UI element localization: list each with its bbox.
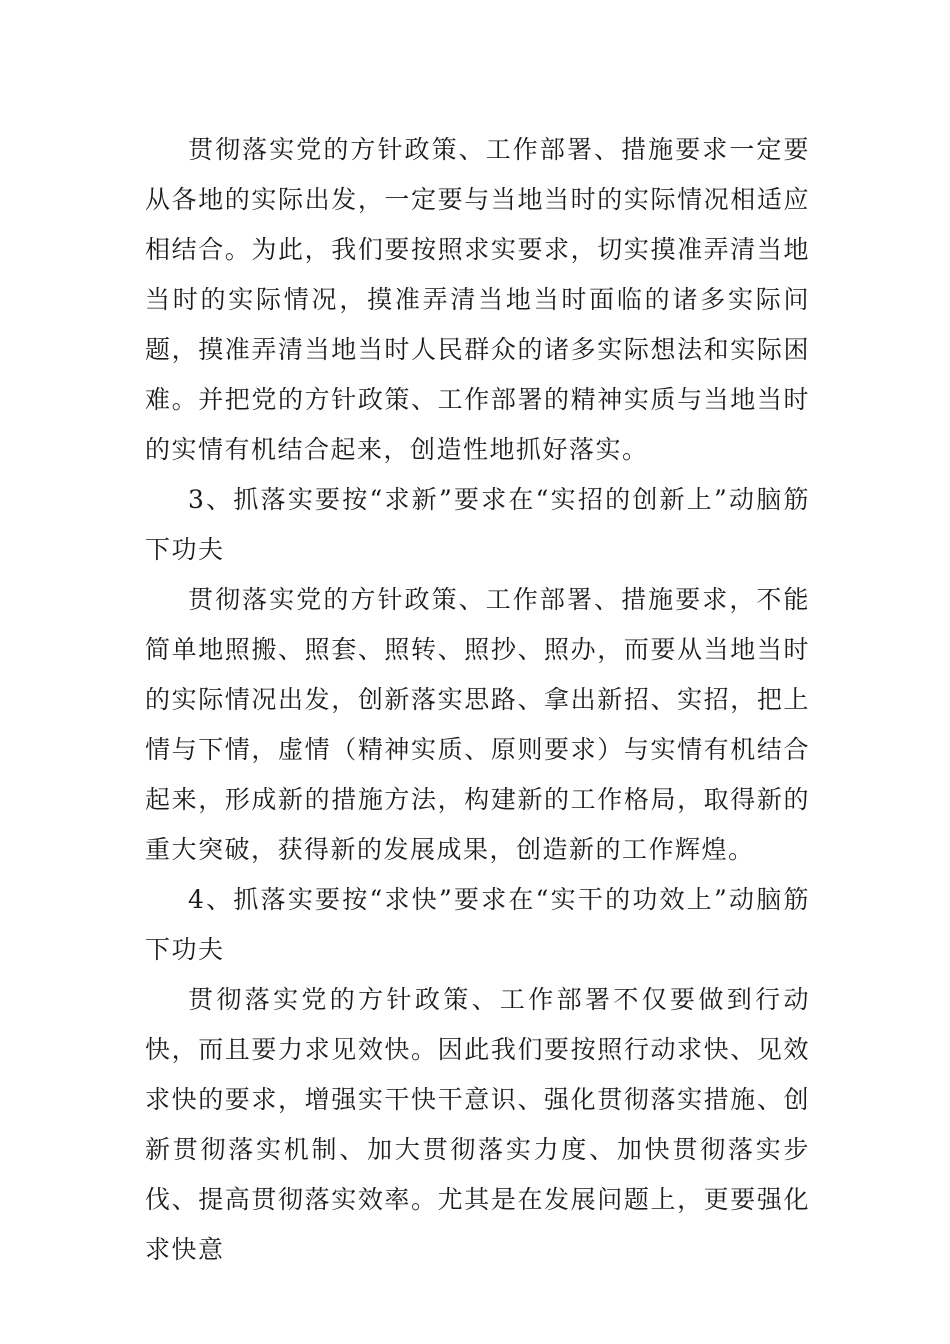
section-heading: 4、抓落实要按“求快”要求在“实干的功效上”动脑筋下功夫 <box>145 885 810 964</box>
body-paragraph: 贯彻落实党的方针政策、工作部署不仅要做到行动快，而且要力求见效快。因此我们要按照行动求快、见效求快的要求，增强实干快干意识、强化贯彻落实措施、创新贯彻落实机制、加大贯彻落实力度、加快贯彻落实步伐、提高贯彻落实效率。尤其是在发展问题上，更要强化求快意 <box>145 985 810 1264</box>
document-body <box>145 125 810 1275</box>
body-paragraph: 贯彻落实党的方针政策、工作部署、措施要求，不能简单地照搬、照套、照转、照抄、照办，而要从当地当时的实际情况出发，创新落实思路、拿出新招、实招，把上情与下情，虚情（精神实质、原则要求）与实情有机结合起来，形成新的措施方法，构建新的工作格局，取得新的重大突破，获得新的发展成果，创造新的工作辉煌。 <box>145 585 810 864</box>
body-paragraph: 贯彻落实党的方针政策、工作部署、措施要求一定要从各地的实际出发，一定要与当地当时的实际情况相适应相结合。为此，我们要按照求实要求，切实摸准弄清当地当时的实际情况，摸准弄清当地当时面临的诸多实际问题，摸准弄清当地当时人民群众的诸多实际想法和实际困难。并把党的方针政策、工作部署的精神实质与当地当时的实情有机结合起来，创造性地抓好落实。 <box>145 135 810 464</box>
section-heading: 3、抓落实要按“求新”要求在“实招的创新上”动脑筋下功夫 <box>145 485 810 564</box>
